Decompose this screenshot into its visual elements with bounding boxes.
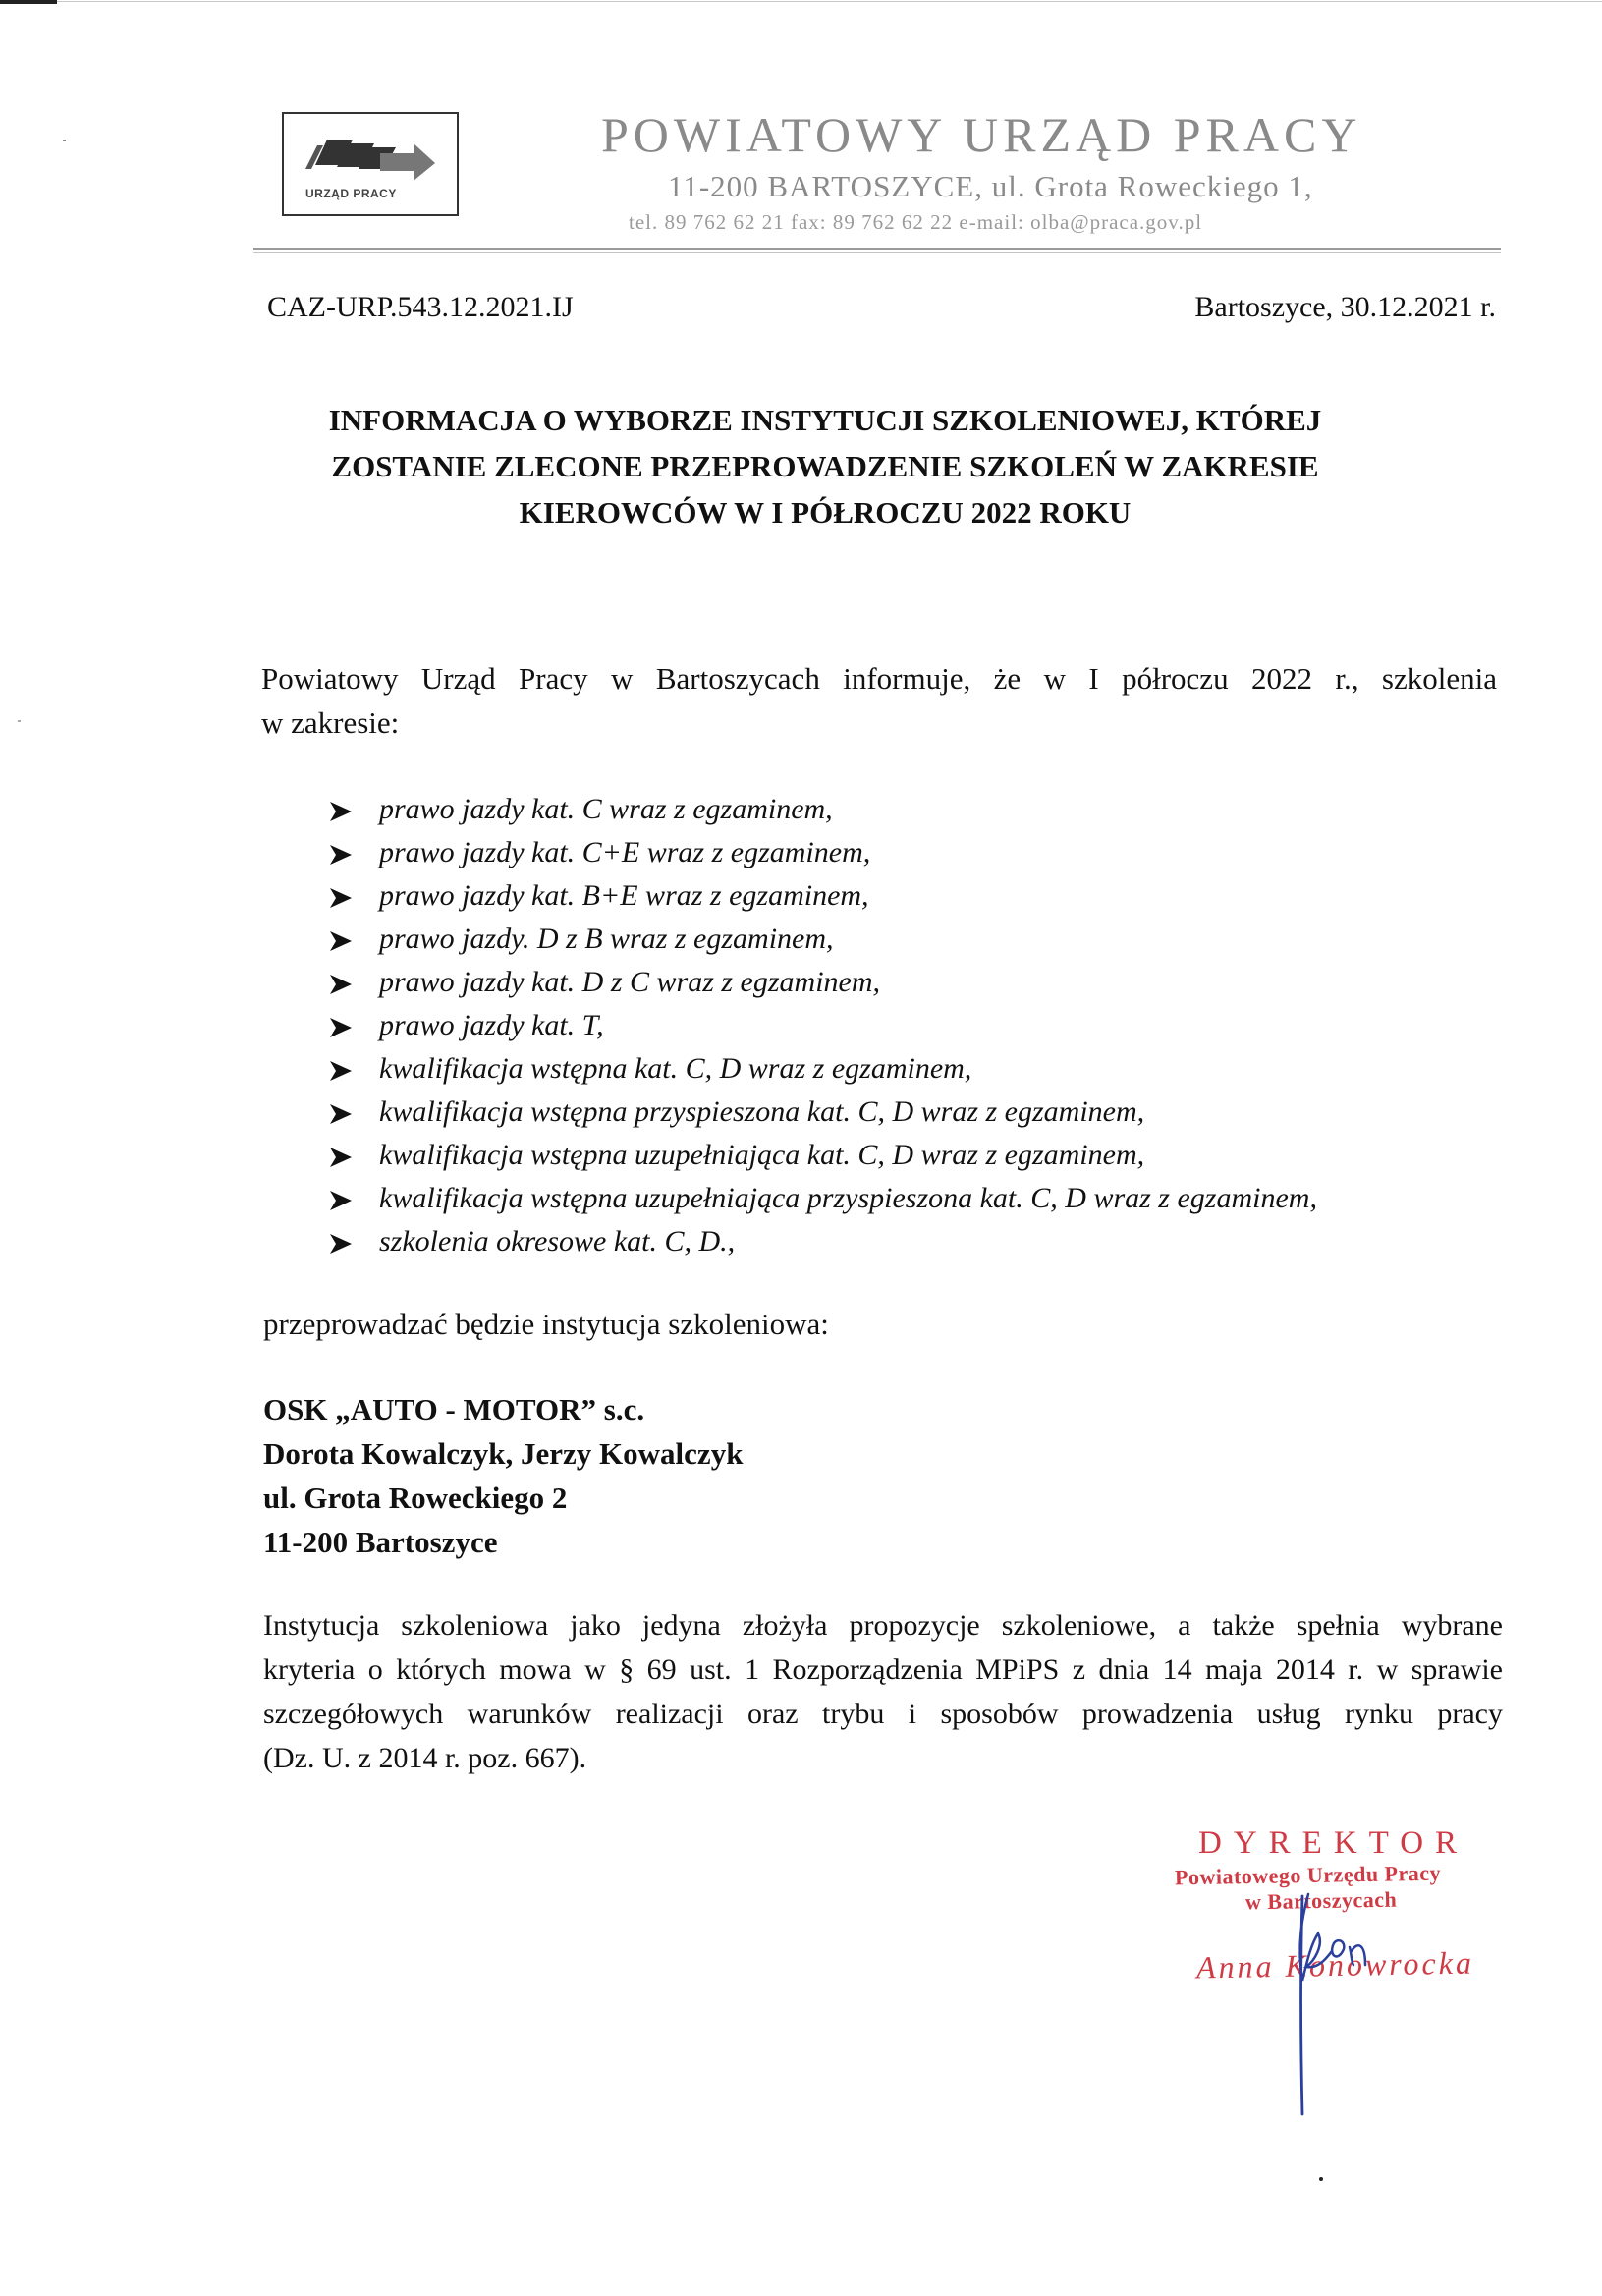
stamp-city: w Bartoszycach xyxy=(1244,1886,1398,1915)
list-item: szkolenia okresowe kat. C, D., xyxy=(330,1220,1317,1263)
arrowhead-bullet-icon xyxy=(330,1134,379,1177)
closing-line: (Dz. U. z 2014 r. poz. 667). xyxy=(263,1742,587,1774)
closing-paragraph xyxy=(263,1603,1503,1780)
intro-word: w xyxy=(1043,661,1066,696)
arrowhead-bullet-icon xyxy=(330,831,379,874)
intro-word: że xyxy=(993,661,1022,696)
header-divider xyxy=(253,248,1501,250)
intro-line: w zakresie: xyxy=(261,705,400,740)
list-item: prawo jazdy kat. C+E wraz z egzaminem, xyxy=(330,831,1317,874)
closing-line: kryteria o których mowa w § 69 ust. 1 Rozporządzenia MPiPS z dnia 14 maja 2014 r. w sprawie xyxy=(263,1653,1503,1686)
intro-word: szkolenia xyxy=(1381,661,1497,696)
arrowhead-bullet-icon xyxy=(330,1177,379,1220)
intro-word: Pracy xyxy=(519,661,588,696)
execute-statement: przeprowadzać będzie instytucja szkoleniowa: xyxy=(263,1307,829,1341)
reference-number: CAZ-URP.543.12.2021.IJ xyxy=(267,291,574,323)
intro-line xyxy=(261,656,1497,700)
arrowhead-bullet-icon xyxy=(330,1220,379,1263)
institution-address-block xyxy=(263,1387,743,1564)
intro-word: Urząd xyxy=(420,661,496,696)
title-line: ZOSTANIE ZLECONE PRZEPROWADZENIE SZKOLEŃ W ZAKRESIE xyxy=(331,449,1319,483)
scan-speck xyxy=(63,140,66,141)
stamp-office: Powiatowego Urzędu Pracy xyxy=(1174,1860,1442,1890)
list-item: kwalifikacja wstępna uzupełniająca kat. C, D wraz z egzaminem, xyxy=(330,1134,1317,1177)
intro-word: Bartoszycach xyxy=(655,661,820,696)
arrowhead-bullet-icon xyxy=(330,874,379,918)
closing-line: szczegółowych warunków realizacji oraz trybu i sposobów prowadzenia usług rynku pracy xyxy=(263,1698,1503,1730)
closing-line: Instytucja szkoleniowa jako jedyna złożyła propozycje szkoleniowe, a także spełnia wybrane xyxy=(263,1609,1503,1642)
scan-edge-mark xyxy=(0,0,57,4)
org-name: POWIATOWY URZĄD PRACY xyxy=(601,107,1362,162)
arrowhead-bullet-icon xyxy=(330,918,379,961)
org-contact: tel. 89 762 62 21 fax: 89 762 62 22 e-mail: olba@praca.gov.pl xyxy=(629,210,1203,234)
logo-caption: URZĄD PRACY xyxy=(305,187,397,200)
ink-dot xyxy=(1319,2177,1323,2181)
list-item: prawo jazdy kat. D z C wraz z egzaminem, xyxy=(330,961,1317,1004)
intro-word: w xyxy=(611,661,634,696)
scan-speck xyxy=(18,720,21,722)
place-date: Bartoszyce, 30.12.2021 r. xyxy=(1194,291,1496,323)
org-address: 11-200 BARTOSZYCE, ul. Grota Roweckiego 1, xyxy=(668,169,1313,203)
intro-word: 2022 xyxy=(1250,661,1312,696)
list-item: prawo jazdy kat. T, xyxy=(330,1004,1317,1047)
office-logo xyxy=(282,112,459,216)
document-title xyxy=(295,397,1355,535)
intro-word: półroczu xyxy=(1122,661,1229,696)
scan-edge-line xyxy=(57,1,1602,2)
intro-word: informuje, xyxy=(843,661,971,696)
title-line: KIEROWCÓW W I PÓŁROCZU 2022 ROKU xyxy=(519,495,1132,530)
intro-word: I xyxy=(1088,661,1099,696)
arrowhead-bullet-icon xyxy=(330,788,379,831)
header-divider-thin xyxy=(253,252,1501,253)
list-item: kwalifikacja wstępna przyspieszona kat. C, D wraz z egzaminem, xyxy=(330,1091,1317,1134)
list-item: prawo jazdy. D z B wraz z egzaminem, xyxy=(330,918,1317,961)
list-item: prawo jazdy kat. B+E wraz z egzaminem, xyxy=(330,874,1317,918)
list-item: kwalifikacja wstępna kat. C, D wraz z egzaminem, xyxy=(330,1047,1317,1091)
institution-name: OSK „AUTO - MOTOR” s.c. xyxy=(263,1392,645,1427)
stamp-title: DYREKTOR xyxy=(1198,1825,1469,1861)
intro-word: Powiatowy xyxy=(261,661,399,696)
institution-city: 11-200 Bartoszyce xyxy=(263,1525,498,1559)
arrowhead-bullet-icon xyxy=(330,1047,379,1091)
institution-street: ul. Grota Roweckiego 2 xyxy=(263,1481,568,1515)
list-item: kwalifikacja wstępna uzupełniająca przyspieszona kat. C, D wraz z egzaminem, xyxy=(330,1177,1317,1220)
course-list xyxy=(330,788,1317,1263)
logo-arrow-icon xyxy=(298,126,445,185)
intro-word: r., xyxy=(1335,661,1359,696)
arrowhead-bullet-icon xyxy=(330,961,379,1004)
institution-owners: Dorota Kowalczyk, Jerzy Kowalczyk xyxy=(263,1436,744,1471)
arrowhead-bullet-icon xyxy=(330,1091,379,1134)
handwritten-signature xyxy=(1267,1886,1385,2122)
intro-paragraph xyxy=(261,656,1497,745)
stamp-director-name: Anna Konowrocka xyxy=(1195,1944,1475,1986)
title-line: INFORMACJA O WYBORZE INSTYTUCJI SZKOLENIOWEJ, KTÓREJ xyxy=(328,403,1322,437)
arrowhead-bullet-icon xyxy=(330,1004,379,1047)
list-item: prawo jazdy kat. C wraz z egzaminem, xyxy=(330,788,1317,831)
